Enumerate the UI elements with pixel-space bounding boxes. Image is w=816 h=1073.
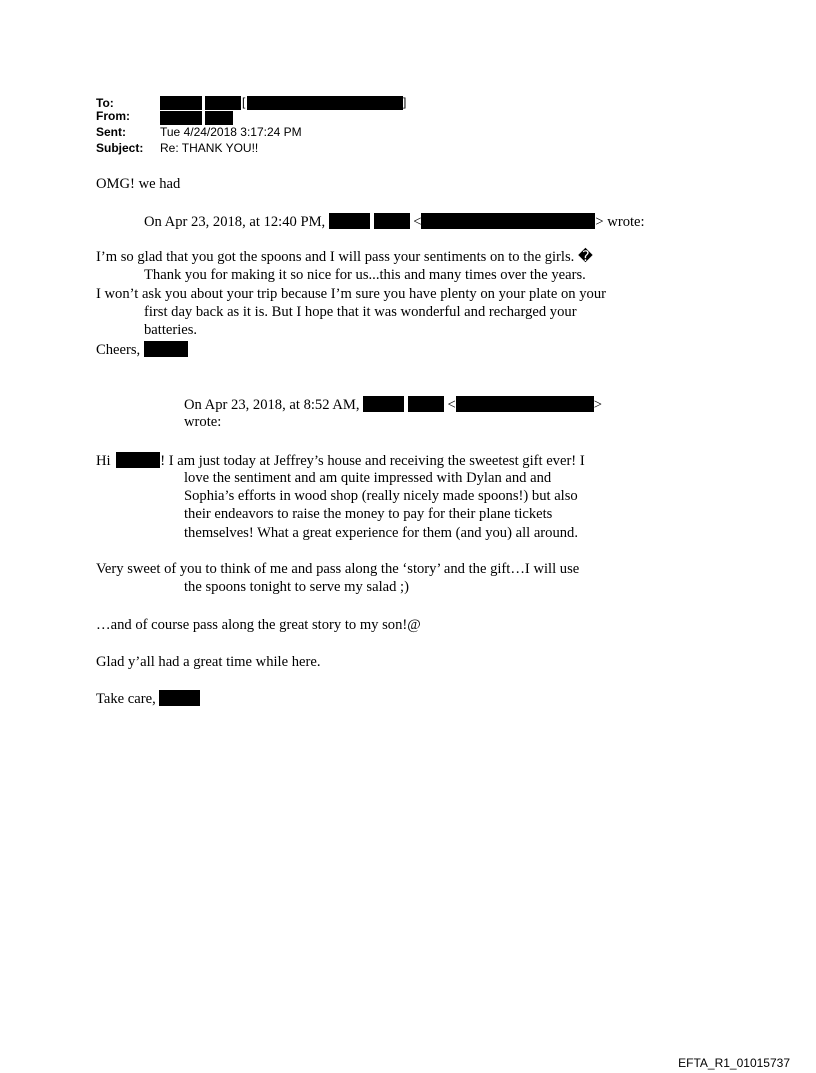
take-care-line xyxy=(96,690,200,708)
redacted-q2-email xyxy=(456,396,594,412)
from-label: From: xyxy=(96,109,130,123)
reply1-line-5: batteries. xyxy=(144,322,198,338)
redacted-q2-last xyxy=(408,396,444,412)
redacted-to-last xyxy=(205,96,241,110)
document-id: EFTA_R1_01015737 xyxy=(678,1056,790,1070)
hi-text: Hi xyxy=(96,453,111,469)
redacted-hi-name xyxy=(116,452,160,468)
quote2-wrote: wrote: xyxy=(184,414,222,430)
quote1-intro-after: > wrote: xyxy=(595,214,645,230)
reply2-line1-rest: ! I am just today at Jeffrey’s house and receiving the sweetest gift ever! I xyxy=(160,453,585,469)
reply1-line-2: Thank you for making it so nice for us...this and many times over the years. xyxy=(144,267,586,283)
quote1-intro xyxy=(144,213,645,231)
reply1-line-3: I won’t ask you about your trip because I’m sure you have plenty on your plate on your xyxy=(96,286,606,302)
redacted-to-email xyxy=(247,96,403,110)
to-label: To: xyxy=(96,96,114,110)
reply2-line-1 xyxy=(96,452,585,470)
redacted-q1-last xyxy=(374,213,410,229)
quote2-lt: < xyxy=(447,397,456,413)
to-bracket-close: ] xyxy=(403,95,407,109)
redacted-signature xyxy=(159,690,200,706)
quote1-lt: < xyxy=(413,214,422,230)
quote2-intro-before: On Apr 23, 2018, at 8:52 AM, xyxy=(184,397,360,413)
quote2-gt: > xyxy=(593,397,602,413)
redacted-cheers-name xyxy=(144,341,188,357)
redacted-from-last xyxy=(205,111,233,125)
reply2-para4: Glad y’all had a great time while here. xyxy=(96,654,321,670)
reply2-para2-line-2: the spoons tonight to serve my salad ;) xyxy=(184,579,409,595)
redacted-q1-first xyxy=(329,213,370,229)
subject-label: Subject: xyxy=(96,141,144,155)
sent-value: Tue 4/24/2018 3:17:24 PM xyxy=(160,125,302,139)
sent-label: Sent: xyxy=(96,125,126,139)
to-bracket-open: [ xyxy=(242,95,246,109)
redacted-q1-email xyxy=(421,213,595,229)
reply2-line-5: themselves! What a great experience for them (and you) all around. xyxy=(184,525,579,541)
reply2-para3: …and of course pass along the great story to my son!@ xyxy=(96,617,421,633)
quote2-intro xyxy=(184,396,602,414)
greeting-line: OMG! we had xyxy=(96,176,181,192)
quote1-intro-before: On Apr 23, 2018, at 12:40 PM, xyxy=(144,214,326,230)
reply2-line-4: their endeavors to raise the money to pay for their plane tickets xyxy=(184,506,553,522)
reply2-line-3: Sophia’s efforts in wood shop (really nicely made spoons!) but also xyxy=(184,488,578,504)
cheers-text: Cheers, xyxy=(96,342,141,358)
reply2-line-2: love the sentiment and am quite impressed with Dylan and and xyxy=(184,470,552,486)
redacted-to-first xyxy=(160,96,202,110)
take-care-text: Take care, xyxy=(96,691,156,707)
reply1-line-1: I’m so glad that you got the spoons and I will pass your sentiments on to the girls. � xyxy=(96,249,593,265)
redacted-from-first xyxy=(160,111,202,125)
subject-value: Re: THANK YOU!! xyxy=(160,141,259,155)
redacted-q2-first xyxy=(363,396,404,412)
reply2-para2-line-1: Very sweet of you to think of me and pass along the ‘story’ and the gift…I will use xyxy=(96,561,580,577)
reply1-line-4: first day back as it is. But I hope that it was wonderful and recharged your xyxy=(144,304,577,320)
cheers-line xyxy=(96,341,188,359)
